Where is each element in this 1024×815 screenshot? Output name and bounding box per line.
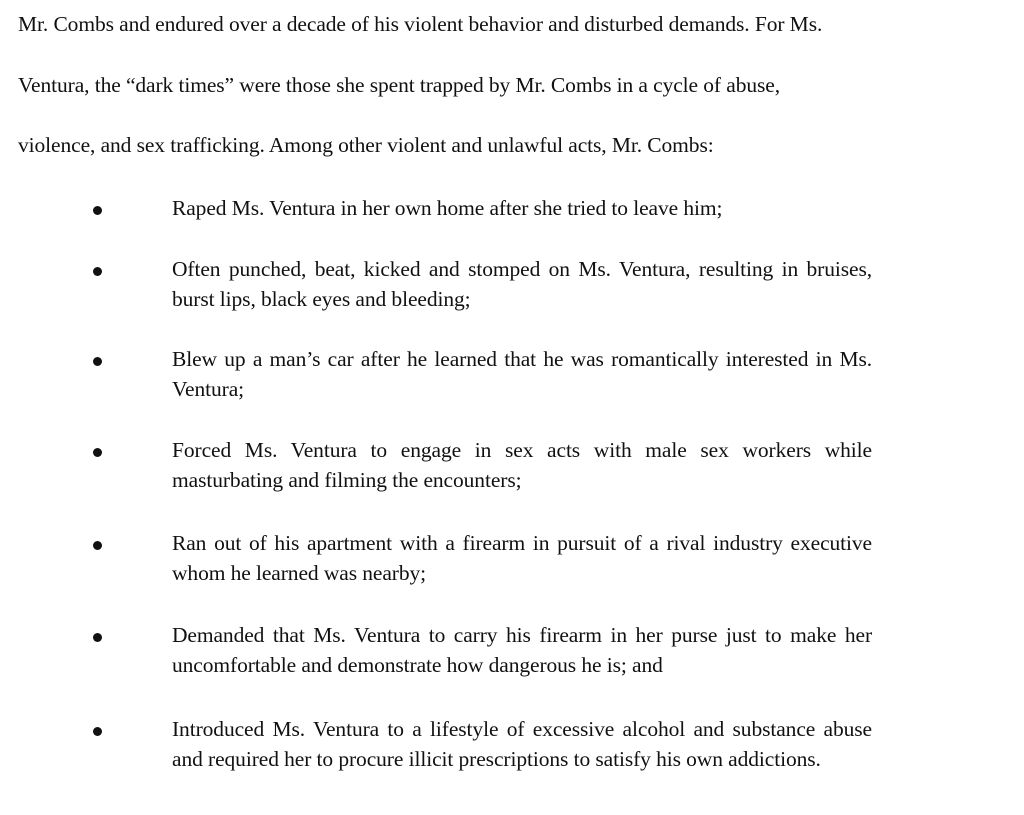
list-item-text: Often punched, beat, kicked and stomped on Ms. Ventura, resulting in bruises, burst lips, black eyes and bleeding; xyxy=(172,257,872,311)
bullet-icon xyxy=(93,727,102,736)
bullet-icon xyxy=(93,357,102,366)
bullet-icon xyxy=(93,267,102,276)
list-item-text: Ran out of his apartment with a firearm in pursuit of a rival industry executive whom he learned was nearby; xyxy=(172,531,872,585)
list-item-text: Forced Ms. Ventura to engage in sex acts with male sex workers while masturbating and filming the encounters; xyxy=(172,438,872,492)
intro-line-1: Mr. Combs and endured over a decade of his violent behavior and disturbed demands. For Ms. xyxy=(18,12,823,36)
intro-line-3: violence, and sex trafficking. Among other violent and unlawful acts, Mr. Combs: xyxy=(18,133,714,157)
list-item-text: Introduced Ms. Ventura to a lifestyle of excessive alcohol and substance abuse and required her to procure illicit prescriptions to satisfy his own addictions. xyxy=(172,717,872,771)
bullet-icon xyxy=(93,206,102,215)
bullet-icon xyxy=(93,541,102,550)
list-item-text: Raped Ms. Ventura in her own home after she tried to leave him; xyxy=(172,196,723,220)
bullet-icon xyxy=(93,448,102,457)
bullet-icon xyxy=(93,633,102,642)
list-item-text: Blew up a man’s car after he learned that he was romantically interested in Ms. Ventura; xyxy=(172,347,872,401)
intro-line-2: Ventura, the “dark times” were those she spent trapped by Mr. Combs in a cycle of abuse, xyxy=(18,73,780,97)
list-item-text: Demanded that Ms. Ventura to carry his firearm in her purse just to make her uncomfortable and demonstrate how dangerous he is; and xyxy=(172,623,872,677)
